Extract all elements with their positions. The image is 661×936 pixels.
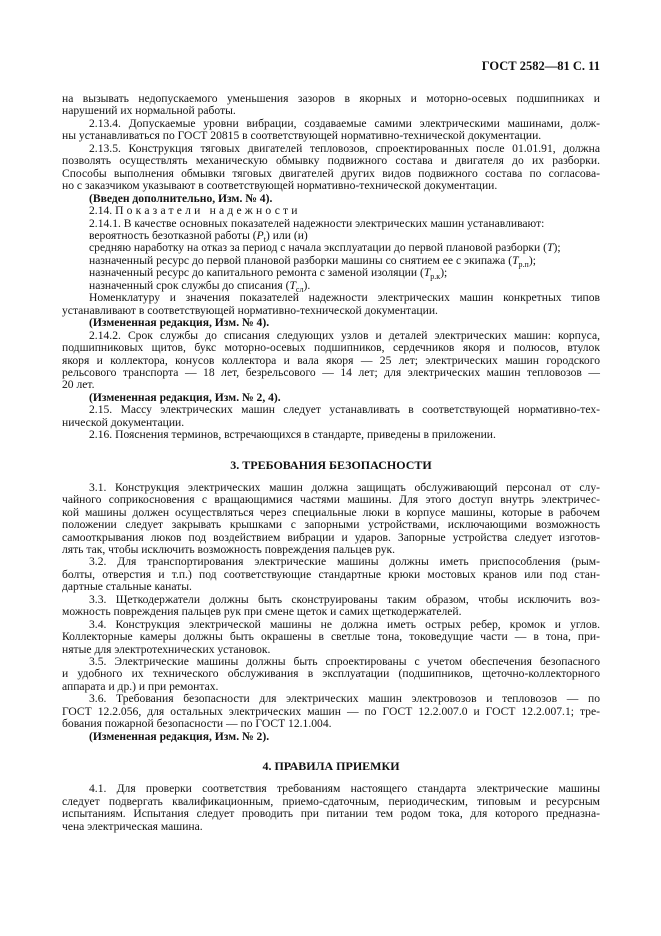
text-line: самооткрывания люков под воздействием вибрации и ударов. Запорные устройства следует изготов- <box>62 530 600 544</box>
text-line: нарушений их нормальной работы. <box>62 104 236 118</box>
paragraph <box>62 143 600 193</box>
text-line: 3.4. Конструкция электрической машины не должна иметь острых ребер, кромок и углов. <box>89 617 600 631</box>
text-line: 2.13.5. Конструкция тяговых двигателей тепловозов, спроектированных после 01.01.91, должна <box>89 141 600 155</box>
symbol: T <box>423 266 431 280</box>
math-symbol <box>257 229 266 242</box>
text-line: дартные стальные канаты. <box>62 580 192 594</box>
paragraph <box>62 731 600 743</box>
text-line: 4.1. Для проверки соответствия требованиям настоящего стандарта электрические машины <box>89 782 600 796</box>
paragraph <box>62 404 600 429</box>
math-symbol <box>512 254 529 267</box>
text-line: Номенклатуру и значения показателей надежности электрических машин конкретных типов <box>89 291 600 305</box>
text-run: ); <box>528 253 536 267</box>
paragraph <box>62 205 600 217</box>
text-line: чайного соприкосновения с вращающимися частями машины. Для этого доступ внутрь электричес- <box>62 493 600 507</box>
document-body <box>62 93 600 833</box>
text-line: 2.13.4. Допускаемые уровни вибрации, создаваемые самими электрическими машинами, долж- <box>89 116 600 130</box>
text-line: 2.16. Пояснения терминов, встречающихся в стандарте, приведены в приложении. <box>89 428 496 442</box>
paragraph <box>62 429 600 441</box>
paragraph <box>62 556 600 593</box>
text-line: подшипниковых щитов, букс моторно-осевых подшипников, сердечников якоря и полюсов, втулок <box>62 341 600 355</box>
paragraph <box>62 693 600 730</box>
text-line: кой машины должен осуществляться через специальные люки в корпусе машины, которые в рабочем <box>62 505 600 519</box>
page-header: ГОСТ 2582—81 С. 11 <box>481 59 600 73</box>
text-line: чена электрическая машина. <box>62 819 203 833</box>
text-line: нятые для электротехнических установок. <box>62 642 271 656</box>
text-run: средняю наработку на отказ за период с начала эксплуатации до первой плановой разборки ( <box>89 241 548 255</box>
text-line: лять так, чтобы исключить возможность повреждения пальцев рук. <box>62 542 396 556</box>
text-line: (Измененная редакция, Изм. № 4). <box>89 316 270 330</box>
paragraph <box>62 594 600 619</box>
paragraph <box>62 619 600 656</box>
math-symbol <box>423 266 441 282</box>
text-line: (Измененная редакция, Изм. № 2). <box>89 729 270 743</box>
text-line: Способы выполнения обмывки тяговых двигателей других видов подвижного состава по согласова- <box>62 166 600 180</box>
text-line: 3.2. Для транспортирования электрические машины должны иметь приспособления (рым- <box>89 555 600 569</box>
paragraph <box>62 317 600 329</box>
text-line: испытаниям. Испытания следует проводить при питании тем родом тока, для которого предназна- <box>62 807 600 821</box>
text-run: ); <box>553 241 561 255</box>
text-line: 20 лет. <box>62 378 95 392</box>
text-line: бования пожарной безопасности — по ГОСТ 12.1.004. <box>62 717 332 731</box>
paragraph <box>62 292 600 317</box>
subscript: сл <box>295 284 304 294</box>
symbol: P <box>256 228 264 242</box>
text-line: нической документации. <box>62 415 185 429</box>
text-line: рельсового транспорта — 18 лет, безрельсового — 14 лет; для электрических машин тепловозов — <box>62 365 600 379</box>
paragraph <box>62 118 600 143</box>
text-run: назначенный срок службы до списания ( <box>89 278 290 292</box>
symbol: T <box>289 278 296 292</box>
text-run: ); <box>440 266 448 280</box>
text-line: можность повреждения пальцев рук при смене щеток и самих щеткодержателей. <box>62 605 462 619</box>
text-line: 3.1. Конструкция электрических машин должна защищать обслуживающий персонал от слу- <box>89 480 600 494</box>
paragraph <box>62 482 600 557</box>
text-line: Коллекторные камеры должны быть окрашены в светлые тона, токоведущие части — в тона, при- <box>62 630 600 644</box>
paragraph <box>62 783 600 833</box>
subscript: р.п <box>518 259 529 269</box>
text-line: 3.3. Щеткодержатели должны быть сконструированы таким образом, чтобы исключить воз- <box>89 592 600 606</box>
paragraph <box>62 330 600 392</box>
section-heading <box>62 458 600 472</box>
text-line: 3.5. Электрические машины должны быть спроектированы с учетом обеспечения безопасного <box>89 655 600 669</box>
paragraph <box>62 656 600 693</box>
text-line: следует подвергать квалификационным, приемо-сдаточным, периодическим, типовым и ресурсным <box>62 794 600 808</box>
text-run: вероятность безотказной работы ( <box>89 228 257 242</box>
text-line: 3.6. Требования безопасности для электрических машин электровозов и тепловозов — по <box>89 692 600 706</box>
section-heading <box>62 759 600 773</box>
text-line: (Измененная редакция, Изм. № 2, 4). <box>89 390 281 404</box>
text-line: болты, отверстия и т.п.) под соответствующие стандартные крюки мостовых кранов или под стан- <box>62 567 600 581</box>
text-line: положении следует закрывать крышками с запорными устройствами, исключающими возможность <box>62 518 600 532</box>
text-line: ны устанавливаться по ГОСТ 20815 в соответствующей нормативно-технической документации. <box>62 129 542 143</box>
text-line: 2.14.1. В качестве основных показателей надежности электрических машин устанавливают: <box>89 216 545 230</box>
paragraph <box>62 93 600 118</box>
text-line <box>62 205 600 217</box>
text-line: ГОСТ 12.2.056, для остальных электрических машин — по ГОСТ 12.2.007.0 и ГОСТ 12.2.007.1; тре- <box>62 704 600 718</box>
text-line: устанавливают в соответствующей нормативно-технической документации. <box>62 303 438 317</box>
heading-text: 4. ПРАВИЛА ПРИЕМКИ <box>262 759 400 774</box>
text-run: 2.14. <box>89 204 116 218</box>
text-run: назначенный ресурс до капитального ремонта с заменой изоляции ( <box>89 266 424 280</box>
symbol: T <box>512 253 519 267</box>
text-line: якоря и коллектора, конусов коллектора и вала якоря — 25 лет; электрических машин городского <box>62 353 600 367</box>
text-line: позволять осуществлять механическую обмывку подвижного состава и двигателя до их разборки. <box>62 154 600 168</box>
text-line: аппарата и др.) и при ремонтах. <box>62 679 219 693</box>
text-run: назначенный ресурс до первой плановой разборки машины со снятием ее с экипажа ( <box>89 253 513 267</box>
text-line: и удобного их технического обслуживания в эксплуатации (подшипников, щеточно-коллекторного <box>62 667 600 681</box>
text-line: 2.14.2. Срок службы до списания следующих узлов и деталей электрических машин: корпуса, <box>89 328 600 342</box>
math-symbol <box>289 279 303 292</box>
text-line: на вызывать недопускаемого уменьшения зазоров в якорных и моторно-осевых подшипниках и <box>62 92 600 105</box>
text-run: Показатели надежности <box>115 204 301 218</box>
text-line: (Введен дополнительно, Изм. № 4). <box>89 191 273 205</box>
subscript: t <box>263 234 266 244</box>
heading-text: 3. ТРЕБОВАНИЯ БЕЗОПАСНОСТИ <box>230 457 432 472</box>
text-run: ) или (и) <box>265 228 308 242</box>
text-run: ). <box>303 278 311 292</box>
symbol: T <box>547 241 554 255</box>
text-line: но с заказчиком указывают в соответствующей нормативно-технической документации. <box>62 179 498 193</box>
text-line: 2.15. Массу электрических машин следует устанавливать в соответствующей нормативно-тех- <box>89 403 600 417</box>
subscript: р.к <box>430 272 441 282</box>
